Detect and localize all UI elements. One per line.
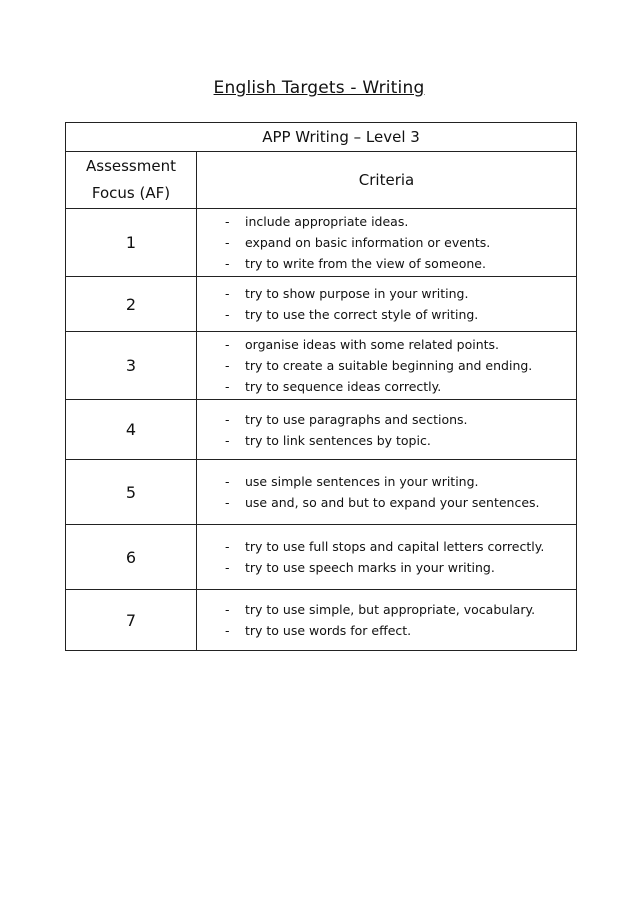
table-row [66, 460, 577, 525]
af-number: 4 [66, 400, 197, 460]
criteria-list [197, 469, 576, 515]
af-number: 7 [66, 590, 197, 651]
table-row [66, 209, 577, 277]
criteria-item: - try to use paragraphs and sections. [225, 409, 576, 430]
criteria-list [197, 534, 576, 580]
criteria-cell [197, 209, 577, 277]
criteria-cell [197, 400, 577, 460]
criteria-item: - use and, so and but to expand your sentences. [225, 492, 576, 513]
criteria-item: - try to write from the view of someone. [225, 253, 576, 274]
criteria-cell [197, 460, 577, 525]
level-heading-cell [66, 123, 577, 152]
criteria-item: - try to show purpose in your writing. [225, 283, 576, 304]
writing-targets-table [65, 122, 577, 651]
criteria-list [197, 209, 576, 276]
criteria-item: - include appropriate ideas. [225, 211, 576, 232]
level-heading-row [66, 123, 577, 152]
criteria-item: - try to use full stops and capital letters correctly. [225, 536, 576, 557]
af-number: 5 [66, 460, 197, 525]
criteria-item: - try to use the correct style of writing. [225, 304, 576, 325]
level-heading: APP Writing – Level 3 [262, 128, 420, 146]
criteria-item: - try to create a suitable beginning and ending. [225, 355, 576, 376]
criteria-list [197, 597, 576, 643]
table-row [66, 400, 577, 460]
table-row [66, 277, 577, 332]
column-header-row [66, 152, 577, 209]
criteria-list [197, 281, 576, 327]
af-number: 6 [66, 525, 197, 590]
table-row [66, 332, 577, 400]
criteria-list [197, 407, 576, 453]
table-row [66, 590, 577, 651]
column-header-af: Assessment Focus (AF) [66, 152, 197, 209]
af-number: 3 [66, 332, 197, 400]
af-number: 2 [66, 277, 197, 332]
criteria-cell [197, 332, 577, 400]
criteria-cell [197, 590, 577, 651]
criteria-item: - try to use words for effect. [225, 620, 576, 641]
criteria-item: - try to sequence ideas correctly. [225, 376, 576, 397]
criteria-item: - try to use speech marks in your writing. [225, 557, 576, 578]
table-row [66, 525, 577, 590]
criteria-item: - try to link sentences by topic. [225, 430, 576, 451]
criteria-item: - try to use simple, but appropriate, vocabulary. [225, 599, 576, 620]
af-number: 1 [66, 209, 197, 277]
criteria-list [197, 332, 576, 399]
column-header-criteria: Criteria [197, 152, 577, 209]
criteria-item: - organise ideas with some related points. [225, 334, 576, 355]
criteria-cell [197, 525, 577, 590]
criteria-item: - expand on basic information or events. [225, 232, 576, 253]
page-title: English Targets - Writing [213, 78, 425, 98]
criteria-cell [197, 277, 577, 332]
criteria-item: - use simple sentences in your writing. [225, 471, 576, 492]
